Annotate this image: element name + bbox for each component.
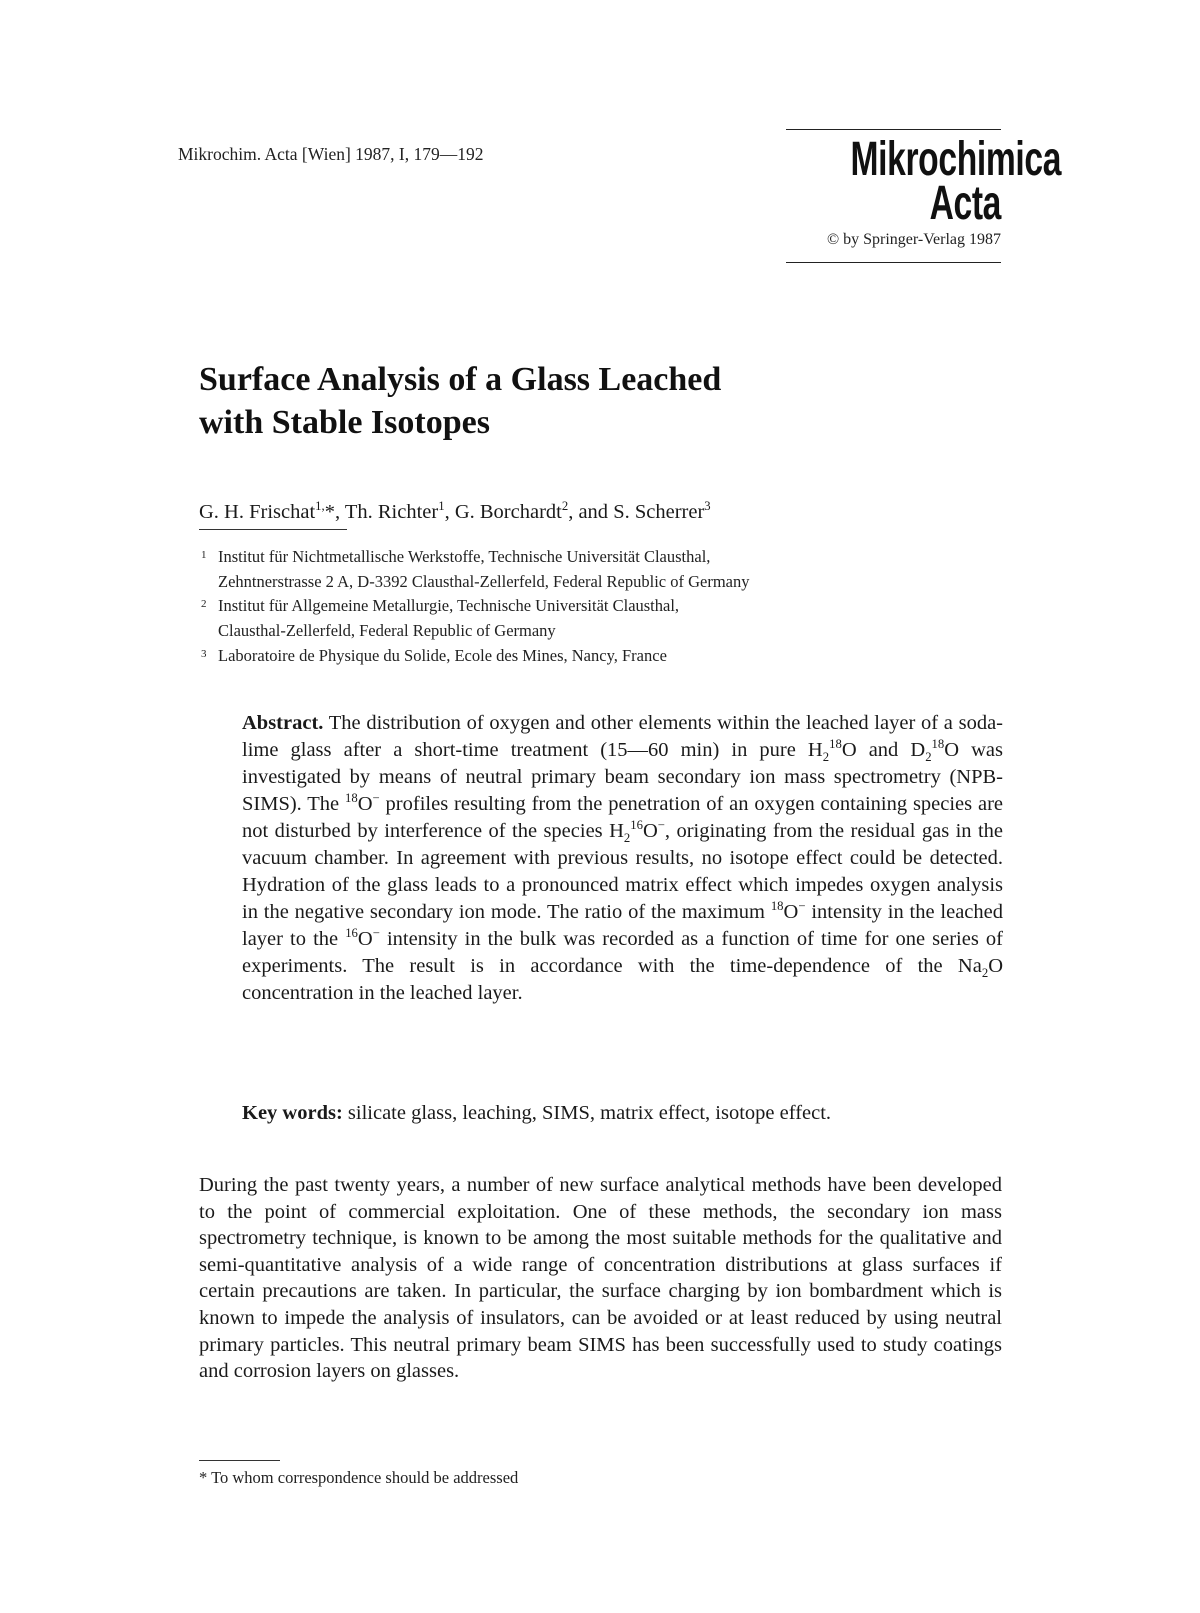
abstract bbox=[242, 710, 1003, 1007]
abstract-text: profiles resulting from the penetration of an oxygen containing species are not disturbed by interference of the species H bbox=[242, 793, 1004, 842]
body-paragraph: During the past twenty years, a number of new surface analytical methods have been developed to the point of commercial exploitation. One of these methods, the secondary ion mass spectrometry technique, is known to be among the most suitable methods for the qualitative and semi-quantitative analysis of a wide range of concentration distributions at glass surfaces if certain precautions are taken. In particular, the surface charging by ion bombardment which is known to impede the analysis of insulators, can be avoided or at least reduced by using neutral primary particles. This neutral primary beam SIMS has been successfully used to study coatings and corrosion layers on glasses. bbox=[199, 1174, 1002, 1383]
abstract-text: O bbox=[357, 793, 373, 815]
affiliation-number: 2 bbox=[201, 598, 207, 611]
affiliation-line: Institut für Allgemeine Metallurgie, Technische Universität Clausthal, bbox=[218, 596, 680, 616]
logo-top-rule bbox=[786, 129, 1001, 130]
subscript: 2 bbox=[925, 750, 932, 765]
affiliation-item bbox=[199, 545, 959, 594]
affiliation-number: 3 bbox=[201, 647, 207, 660]
keywords bbox=[242, 1100, 1003, 1127]
superscript: − bbox=[657, 818, 665, 833]
author-affil-mark: 1, bbox=[315, 499, 325, 514]
journal-logo bbox=[786, 129, 1062, 263]
author-affil-mark: 3 bbox=[704, 499, 711, 514]
abstract-text: intensity in the leached layer to the bbox=[242, 901, 1003, 950]
title-line-2: with Stable Isotopes bbox=[199, 404, 490, 441]
abstract-text: , originating from the residual gas in the vacuum chamber. In agreement with previous results, no isotope effect could be detected. Hydration of the glass leads to a pronounced matrix effect which impedes oxygen analysis in the negative secondary ion mode. The ratio of the maximum bbox=[242, 820, 1003, 923]
author-list bbox=[199, 498, 711, 526]
affiliation-line: Laboratoire de Physique du Solide, Ecole des Mines, Nancy, France bbox=[218, 645, 667, 665]
abstract-label: Abstract. bbox=[242, 712, 324, 734]
author-affil-mark: 2 bbox=[561, 499, 569, 514]
subscript: 2 bbox=[981, 966, 989, 981]
author-name: G. H. Frischat bbox=[199, 501, 316, 523]
superscript: 18 bbox=[931, 737, 945, 752]
corresponding-mark: * bbox=[324, 501, 335, 523]
logo-word-acta: Acta bbox=[929, 177, 1001, 230]
affiliation-line: Clausthal-Zellerfeld, Federal Republic of Germany bbox=[218, 621, 556, 641]
author-affil-mark: 1 bbox=[438, 499, 445, 514]
abstract-text: O bbox=[357, 928, 373, 950]
superscript: 16 bbox=[630, 818, 643, 833]
logo-word-mikrochimica: Mikrochimica bbox=[850, 133, 1062, 186]
author-separator: , bbox=[444, 501, 455, 523]
affiliation-item bbox=[199, 594, 959, 643]
author-name: Th. Richter bbox=[344, 501, 439, 523]
author-name: G. Borchardt bbox=[454, 501, 562, 523]
subscript: 2 bbox=[822, 750, 830, 765]
superscript: 16 bbox=[345, 926, 358, 941]
affiliations bbox=[199, 545, 959, 669]
keywords-text: silicate glass, leaching, SIMS, matrix effect, isotope effect. bbox=[342, 1102, 832, 1124]
abstract-text: The distribution of oxygen and other elements within the leached layer of a soda-lime glass after a short-time treatment (15—60 min) in pure H bbox=[242, 712, 1003, 761]
abstract-text: O was investigated by means of neutral primary beam secondary ion mass spectrometry (NPB-SIMS). The bbox=[242, 739, 1004, 815]
article-title bbox=[199, 358, 899, 444]
subscript: 2 bbox=[623, 831, 631, 846]
affiliation-number: 1 bbox=[201, 549, 207, 561]
affiliation-line: Zehntnerstrasse 2 A, D-3392 Clausthal-Zellerfeld, Federal Republic of Germany bbox=[218, 571, 750, 591]
keywords-label: Key words: bbox=[242, 1102, 343, 1124]
affiliation-line: Institut für Nichtmetallische Werkstoffe, Technische Universität Clausthal, bbox=[218, 547, 711, 566]
logo-bottom-rule bbox=[786, 262, 1001, 263]
author-separator: , bbox=[334, 501, 345, 523]
superscript: 18 bbox=[345, 791, 358, 806]
author-separator: , and bbox=[568, 501, 614, 523]
superscript: − bbox=[798, 899, 806, 914]
superscript: − bbox=[372, 926, 380, 941]
author-name: S. Scherrer bbox=[613, 501, 705, 523]
abstract-text: intensity in the bulk was recorded as a function of time for one series of experiments. The result is in accordance with the time-dependence of the Na bbox=[242, 928, 1003, 977]
abstract-text: O bbox=[783, 901, 799, 923]
title-line-1: Surface Analysis of a Glass Leached bbox=[199, 361, 722, 398]
abstract-text: O concentration in the leached layer. bbox=[242, 955, 1003, 1004]
copyright-notice: © by Springer-Verlag 1987 bbox=[826, 231, 1001, 248]
journal-citation: Mikrochim. Acta [Wien] 1987, I, 179—192 bbox=[178, 144, 484, 164]
superscript: − bbox=[372, 791, 380, 806]
superscript: 18 bbox=[770, 899, 784, 914]
corresponding-author-underline bbox=[199, 529, 347, 530]
superscript: 18 bbox=[829, 737, 842, 752]
footnote: * To whom correspondence should be addressed bbox=[199, 1468, 519, 1487]
abstract-text: O and D bbox=[841, 739, 926, 761]
abstract-text: O bbox=[642, 820, 658, 842]
affiliation-item bbox=[199, 644, 959, 669]
footnote-rule bbox=[199, 1460, 280, 1461]
